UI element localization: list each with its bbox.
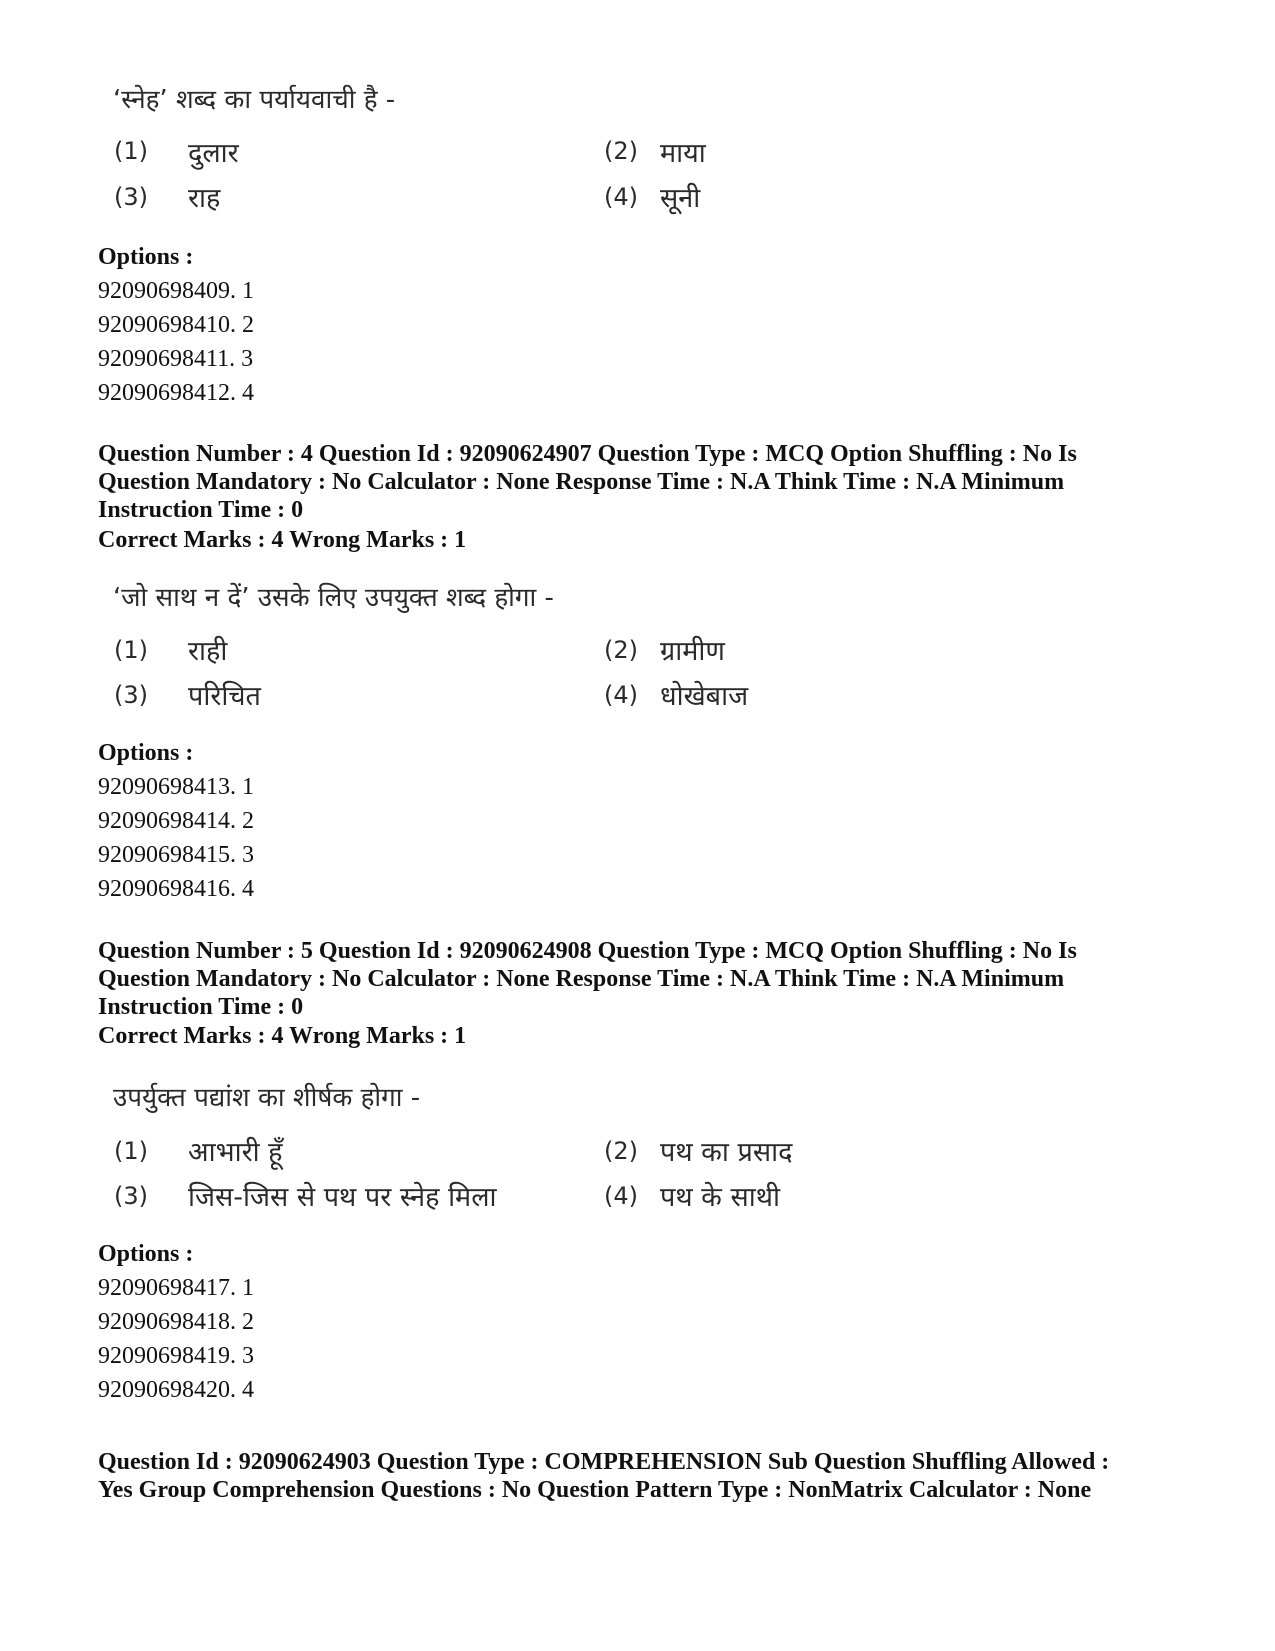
q3-options-title: Options : [98,244,194,270]
q3-choice-1-number: (1) [114,137,148,165]
q4-choice-3-number: (3) [114,681,148,709]
q5-options-title: Options : [98,1241,194,1267]
q4-choice-4-number: (4) [604,681,638,709]
q3-choice-4-number: (4) [604,183,638,211]
q5-choice-2-text: पथ का प्रसाद [660,1137,793,1168]
q5-choice-3-text: जिस-जिस से पथ पर स्नेह मिला [188,1182,497,1213]
list-item: 92090698410. 2 [98,312,254,338]
q5-choice-4-number: (4) [604,1182,638,1210]
q5-stem: उपर्युक्त पद्यांश का शीर्षक होगा - [113,1083,421,1113]
q4-choice-2-number: (2) [604,636,638,664]
q4-meta-line-1: Question Number : 4 Question Id : 92090624907 Question Type : MCQ Option Shuffling : No Is [98,441,1077,467]
q4-choice-4-text: धोखेबाज [660,681,749,712]
q4-stem: ‘जो साथ न दें’ उसके लिए उपयुक्त शब्द होगा - [113,583,554,613]
q3-choice-3-number: (3) [114,183,148,211]
list-item: 92090698413. 1 [98,774,254,800]
q5-marks: Correct Marks : 4 Wrong Marks : 1 [98,1023,467,1049]
q3-choice-2-number: (2) [604,137,638,165]
q4-options-title: Options : [98,740,194,766]
q4-meta-line-2: Question Mandatory : No Calculator : None Response Time : N.A Think Time : N.A Minimum [98,469,1065,495]
list-item: 92090698414. 2 [98,808,254,834]
list-item: 92090698411. 3 [98,346,254,372]
q4-choice-2-text: ग्रामीण [660,636,725,667]
q5-choice-1-text: आभारी हूँ [188,1137,283,1168]
q3-choice-1-text: दुलार [188,138,239,169]
q3-stem: ‘स्नेह’ शब्द का पर्यायवाची है - [113,85,396,115]
q4-meta [98,440,1218,524]
list-item: 92090698415. 3 [98,842,254,868]
list-item: 92090698417. 1 [98,1275,254,1301]
q3-choice-3-text: राह [188,183,221,214]
q3-choice-2-text: माया [660,138,706,169]
list-item: 92090698416. 4 [98,876,254,902]
q5-options-list [98,1271,254,1407]
q4-choice-3-text: परिचित [188,681,261,712]
q3-options-list [98,274,254,410]
q4-meta-line-3: Instruction Time : 0 [98,497,304,523]
q4-marks: Correct Marks : 4 Wrong Marks : 1 [98,527,467,553]
list-item: 92090698409. 1 [98,278,254,304]
q3-choice-4-text: सूनी [660,183,701,214]
q4-choice-1-text: राही [188,636,228,667]
q5-choice-2-number: (2) [604,1137,638,1165]
list-item: 92090698412. 4 [98,380,254,406]
comprehension-meta [98,1448,1218,1504]
comprehension-meta-line-2: Yes Group Comprehension Questions : No Question Pattern Type : NonMatrix Calculator : None [98,1477,1092,1503]
list-item: 92090698418. 2 [98,1309,254,1335]
list-item: 92090698419. 3 [98,1343,254,1369]
q4-choice-1-number: (1) [114,636,148,664]
q4-options-list [98,770,254,906]
q5-meta-line-1: Question Number : 5 Question Id : 92090624908 Question Type : MCQ Option Shuffling : No Is [98,938,1077,964]
q5-choice-1-number: (1) [114,1137,148,1165]
q5-choice-4-text: पथ के साथी [660,1182,780,1213]
q5-meta-line-2: Question Mandatory : No Calculator : None Response Time : N.A Think Time : N.A Minimum [98,966,1065,992]
q5-meta-line-3: Instruction Time : 0 [98,994,304,1020]
comprehension-meta-line-1: Question Id : 92090624903 Question Type : COMPREHENSION Sub Question Shuffling Allowed : [98,1449,1110,1475]
q5-choice-3-number: (3) [114,1182,148,1210]
q5-meta [98,937,1218,1021]
list-item: 92090698420. 4 [98,1377,254,1403]
